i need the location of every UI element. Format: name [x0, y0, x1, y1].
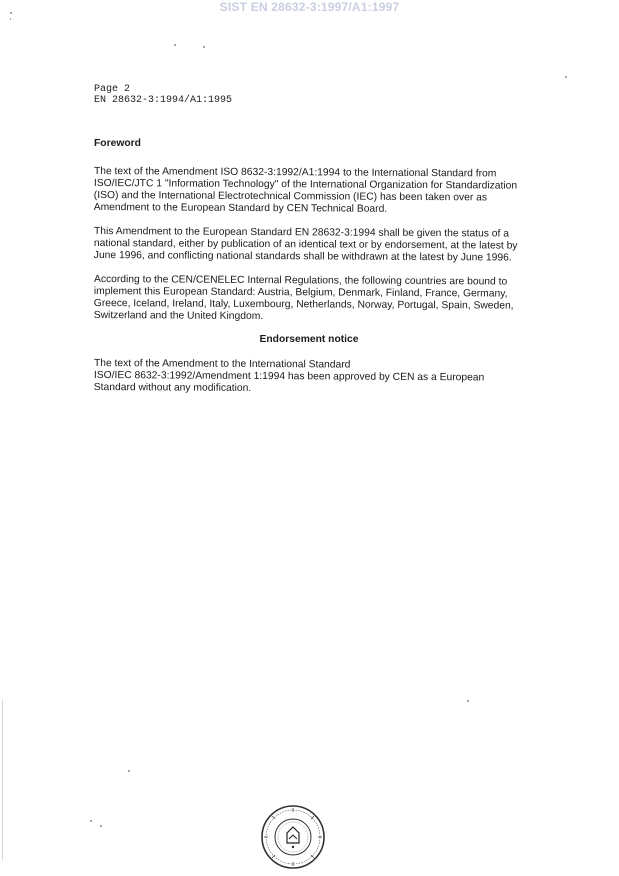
scan-edge — [2, 700, 3, 860]
scan-speck — [467, 700, 469, 702]
endorsement-line-1: The text of the Amendment to the International Standard — [93, 358, 351, 371]
scan-speck — [10, 18, 11, 20]
scan-speck — [174, 44, 176, 46]
endorsement-line-3: Standard without any modification. — [93, 381, 252, 394]
page-number: Page 2 — [94, 84, 131, 95]
scan-speck — [100, 825, 102, 827]
endorsement-line-2: ISO/IEC 8632-3:1992/Amendment 1:1994 has been approved by CEN as a European — [93, 369, 485, 384]
watermark: SIST EN 28632-3:1997/A1:1997 — [219, 0, 400, 14]
foreword-paragraph-1: The text of the Amendment ISO 8632-3:1992/A1:1994 to the International Standard from ISO/IEC/JTC 1 "Information Technology" of the International Organization for Standardization (ISO) and the International Electrotechnical Commission (IEC) has been taken over as Amendment to the European Standard by CEN Technical Board. — [93, 166, 518, 215]
scan-speck — [10, 12, 12, 14]
endorsement-text — [94, 358, 524, 397]
document-reference: EN 28632-3:1994/A1:1995 — [94, 95, 233, 106]
document-body — [94, 138, 524, 406]
foreword-paragraph-3: According to the CEN/CENELEC Internal Regulations, the following countries are bound to implement this European Standard: Austria, Belgium, Denmark, Finland, France, Germany, Greece, Iceland, Ireland, Italy, Luxembourg, Netherlands, Norway, Portugal, Spain, Sweden, Switzerland and the United Kingdom. — [93, 274, 514, 323]
scan-speck — [90, 820, 92, 822]
scan-speck — [128, 770, 130, 772]
page-header — [94, 84, 232, 106]
foreword-paragraph-2: This Amendment to the European Standard EN 28632-3:1994 shall be given the status of a national standard, either by publication of an identical text or by endorsement, at the latest by June 1996, and conflicting national standards shall be withdrawn at the latest by June 1996. — [93, 226, 518, 264]
foreword-heading: Foreword — [94, 138, 141, 149]
endorsement-heading: Endorsement notice — [259, 334, 359, 345]
scan-speck — [565, 76, 567, 78]
official-stamp-icon — [259, 803, 327, 871]
scan-speck — [203, 46, 205, 48]
